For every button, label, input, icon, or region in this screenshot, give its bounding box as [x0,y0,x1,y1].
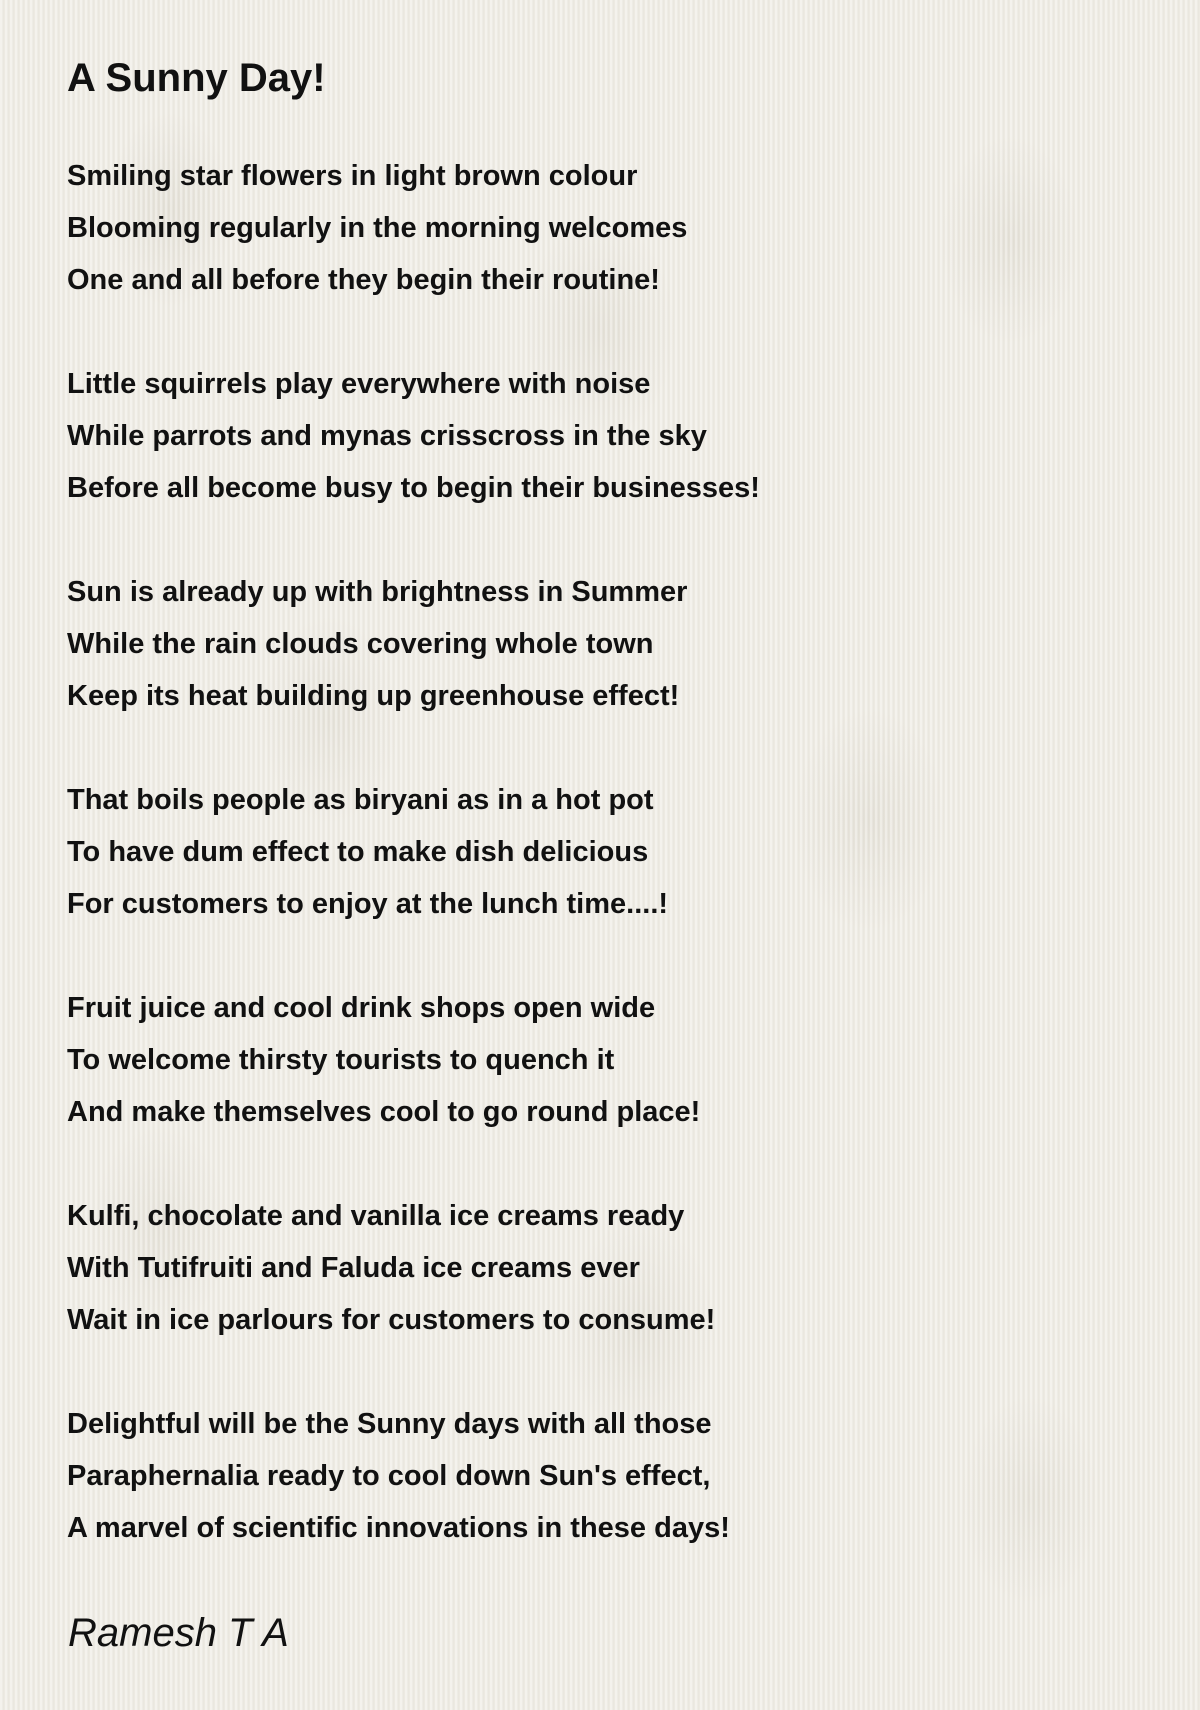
poem-line: For customers to enjoy at the lunch time....! [67,888,669,920]
stanza [67,1190,1167,1346]
poem-line: That boils people as biryani as in a hot pot [67,784,654,816]
poem-line: Keep its heat building up greenhouse effect! [67,680,680,712]
poem-line: Wait in ice parlours for customers to consume! [67,1304,716,1336]
poem-line: Fruit juice and cool drink shops open wide [67,992,656,1024]
poem-line: Blooming regularly in the morning welcomes [67,212,688,244]
poem-line: Sun is already up with brightness in Summer [67,576,688,608]
poem-title: A Sunny Day! [67,56,326,100]
poem-line: Paraphernalia ready to cool down Sun's effect, [67,1460,711,1492]
poem-line: While the rain clouds covering whole town [67,628,654,660]
poem-line: With Tutifruiti and Faluda ice creams ever [67,1252,640,1284]
poem-line: Kulfi, chocolate and vanilla ice creams ready [67,1200,685,1232]
poem-line: And make themselves cool to go round place! [67,1096,701,1128]
stanza [67,982,1167,1138]
poem-line: Before all become busy to begin their businesses! [67,472,760,504]
stanza [67,566,1167,722]
poem-line: To welcome thirsty tourists to quench it [67,1044,615,1076]
poem-line: To have dum effect to make dish delicious [67,836,649,868]
stanza [67,774,1167,930]
poem-line: Smiling star flowers in light brown colour [67,160,638,192]
poem-line: A marvel of scientific innovations in these days! [67,1512,730,1544]
poem-line: While parrots and mynas crisscross in the sky [67,420,707,452]
poem-body [67,150,1167,1606]
stanza [67,1398,1167,1554]
stanza [67,358,1167,514]
poem-line: One and all before they begin their routine! [67,264,660,296]
poem-line: Delightful will be the Sunny days with all those [67,1408,712,1440]
poem-author: Ramesh T A [68,1611,289,1655]
poem-line: Little squirrels play everywhere with noise [67,368,651,400]
stanza [67,150,1167,306]
